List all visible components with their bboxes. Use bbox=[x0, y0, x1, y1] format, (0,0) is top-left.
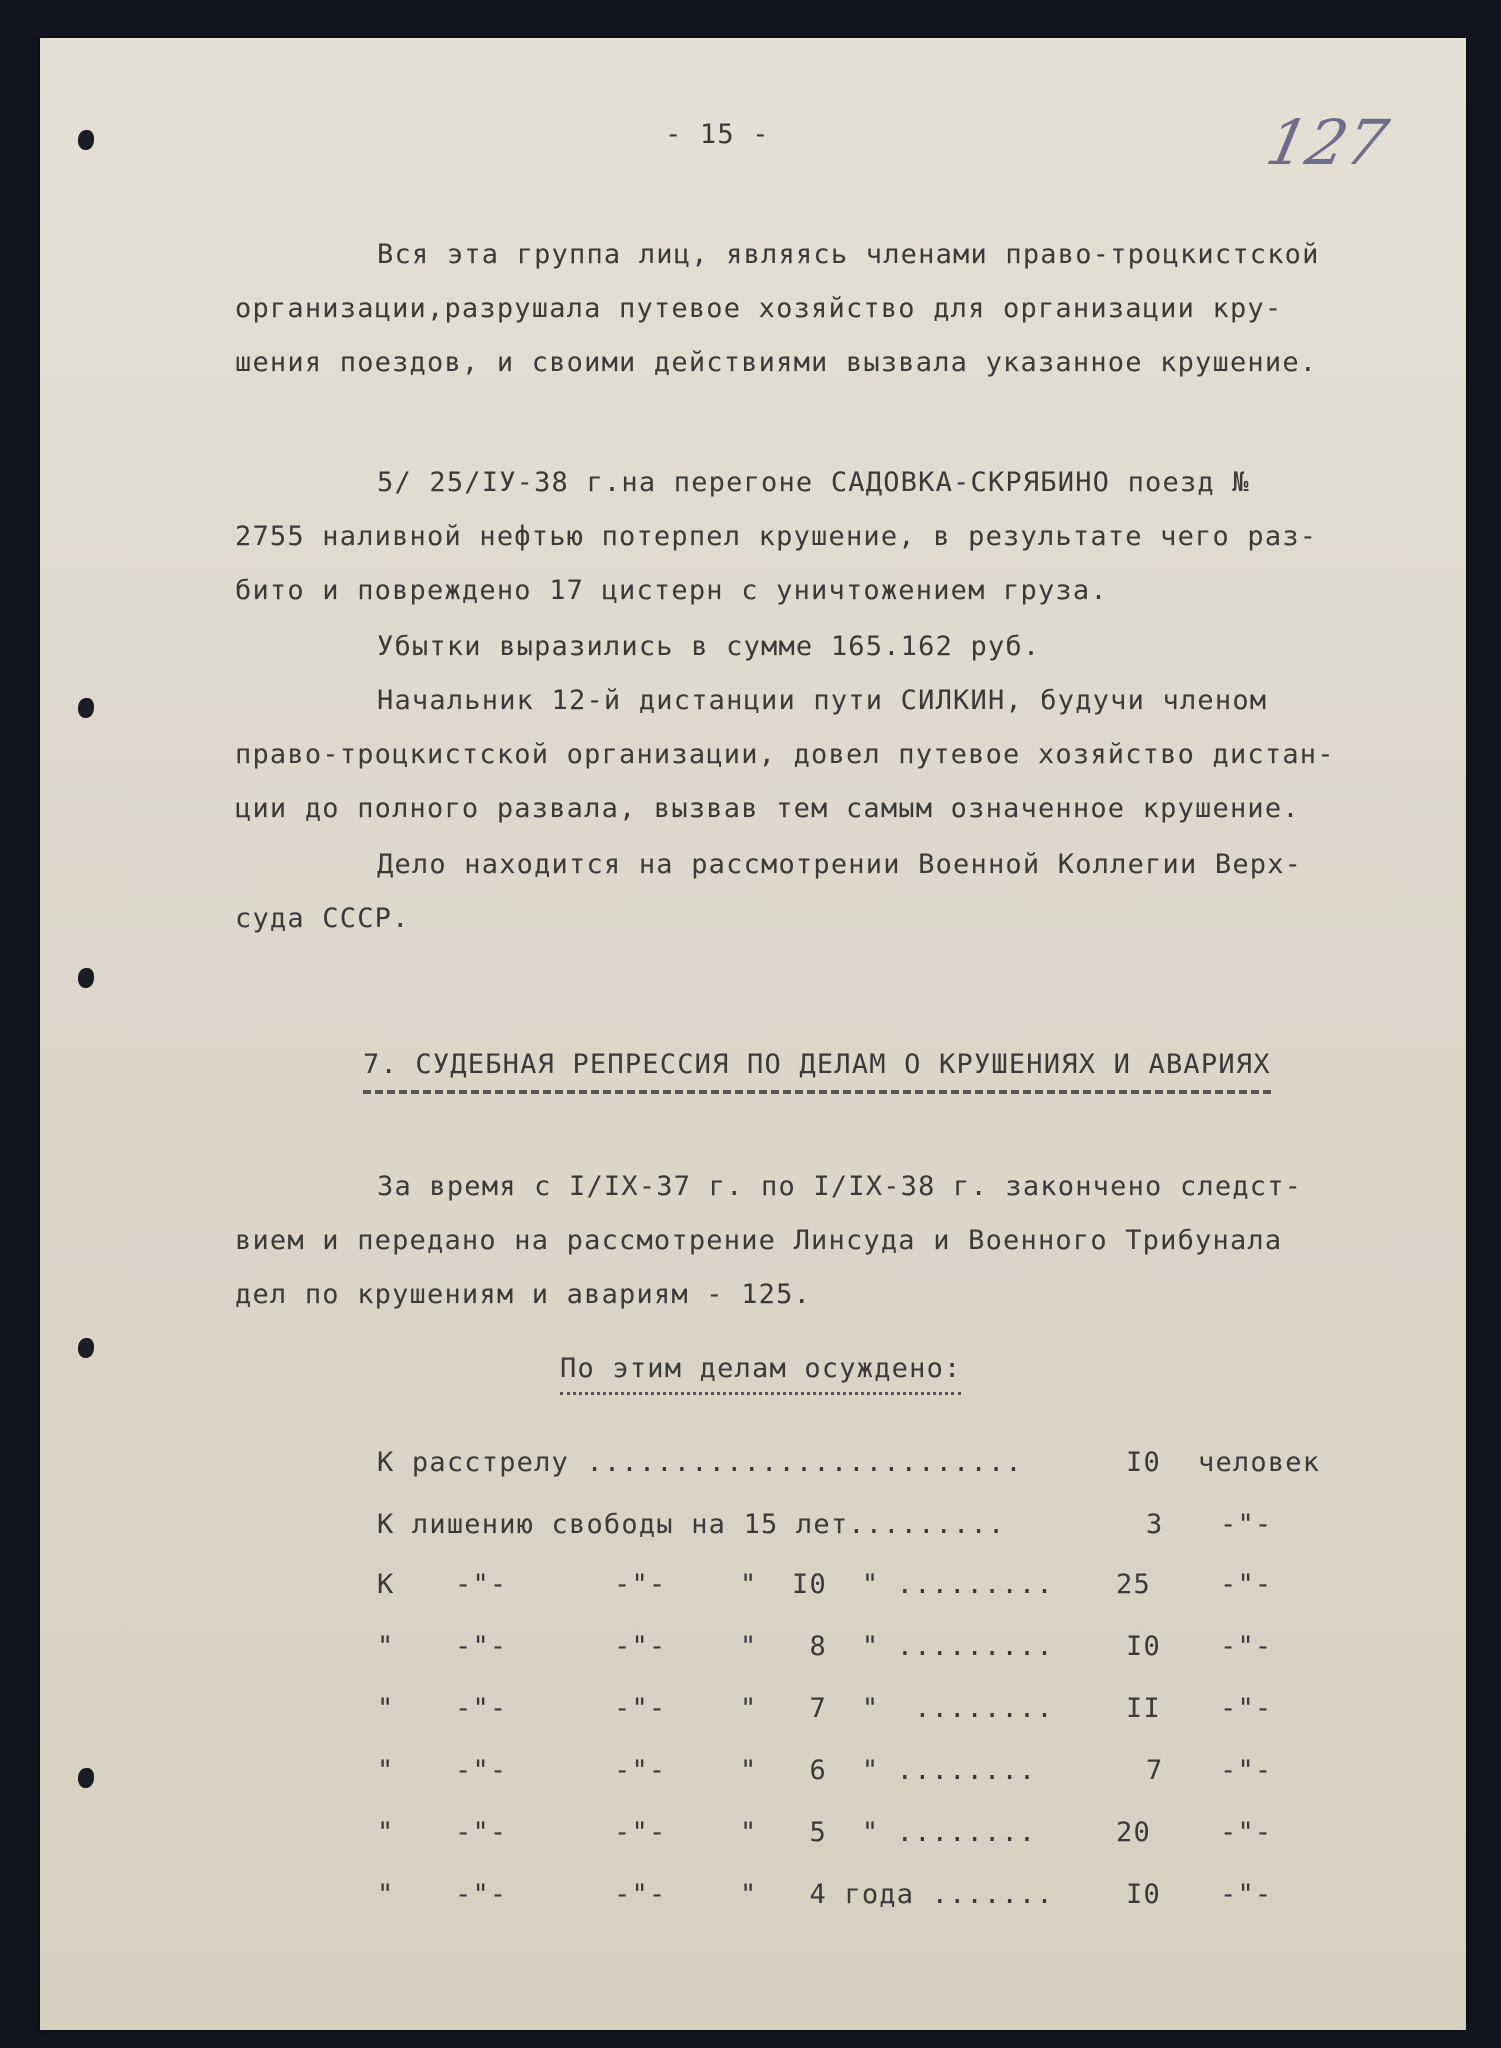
ditto-mark: " bbox=[740, 1631, 758, 1662]
row-label: К лишению свободы на 15 лет......... bbox=[377, 1509, 1006, 1540]
text-line: право-троцкистской организации, довел путевое хозяйство дистан- bbox=[235, 739, 1335, 770]
term-years: 6 " ........ bbox=[792, 1755, 1037, 1786]
section-heading: 7. СУДЕБНАЯ РЕПРЕССИЯ ПО ДЕЛАМ О КРУШЕНИЯХ И АВАРИЯХ bbox=[363, 1048, 1271, 1094]
ditto-mark: " bbox=[740, 1879, 758, 1910]
text-line: Убытки выразились в сумме 165.162 руб. bbox=[377, 631, 1041, 662]
ditto-mark: -"- bbox=[614, 1879, 667, 1910]
ditto-mark: -"- bbox=[614, 1569, 667, 1600]
document-page bbox=[40, 38, 1466, 2030]
page-number: - 15 - bbox=[665, 119, 770, 150]
row-unit: -"- bbox=[1220, 1631, 1273, 1662]
text-line: дел по крушениям и авариям - 125. bbox=[235, 1279, 812, 1310]
row-count: 25 bbox=[1116, 1569, 1151, 1600]
row-count: I0 bbox=[1126, 1447, 1161, 1478]
ditto-mark: " bbox=[740, 1569, 758, 1600]
ditto-mark: " bbox=[740, 1755, 758, 1786]
term-years: 4 года ....... bbox=[792, 1879, 1054, 1910]
row-count: I0 bbox=[1126, 1879, 1161, 1910]
handwritten-archive-number: 127 bbox=[1260, 106, 1395, 179]
row-unit: -"- bbox=[1220, 1755, 1273, 1786]
row-unit: -"- bbox=[1220, 1693, 1273, 1724]
binder-hole bbox=[78, 130, 94, 150]
text-line: организации,разрушала путевое хозяйство для организации кру- bbox=[235, 293, 1283, 324]
text-line: шения поездов, и своими действиями вызвала указанное крушение. bbox=[235, 347, 1318, 378]
ditto-mark: " bbox=[740, 1693, 758, 1724]
row-count: II bbox=[1126, 1693, 1161, 1724]
term-years: 8 " ......... bbox=[792, 1631, 1054, 1662]
ditto-mark: -"- bbox=[614, 1817, 667, 1848]
row-prefix: " bbox=[377, 1631, 395, 1662]
row-prefix: К bbox=[377, 1569, 395, 1600]
text-line: суда СССР. bbox=[235, 903, 410, 934]
text-line: За время с I/IX-37 г. по I/IX-38 г. закончено следст- bbox=[377, 1171, 1303, 1202]
row-count: I0 bbox=[1126, 1631, 1161, 1662]
text-line: бито и повреждено 17 цистерн с уничтожением груза. bbox=[235, 575, 1108, 606]
row-count: 20 bbox=[1116, 1817, 1151, 1848]
row-unit: -"- bbox=[1220, 1569, 1273, 1600]
row-label: К расстрелу ......................... bbox=[377, 1447, 1023, 1478]
ditto-mark: -"- bbox=[455, 1879, 508, 1910]
row-unit: -"- bbox=[1220, 1817, 1273, 1848]
ditto-mark: -"- bbox=[455, 1755, 508, 1786]
ditto-mark: -"- bbox=[614, 1693, 667, 1724]
text-line: Дело находится на рассмотрении Военной Коллегии Верх- bbox=[377, 849, 1303, 880]
row-count: 7 bbox=[1146, 1755, 1164, 1786]
term-years: I0 " ......... bbox=[792, 1569, 1054, 1600]
text-line: Начальник 12-й дистанции пути СИЛКИН, будучи членом bbox=[377, 685, 1268, 716]
row-unit: -"- bbox=[1220, 1879, 1273, 1910]
binder-hole bbox=[78, 1768, 94, 1788]
row-prefix: " bbox=[377, 1693, 395, 1724]
binder-hole bbox=[78, 698, 94, 718]
row-count: 3 bbox=[1146, 1509, 1164, 1540]
ditto-mark: -"- bbox=[455, 1569, 508, 1600]
sentences-heading: По этим делам осуждено: bbox=[560, 1352, 961, 1395]
ditto-mark: -"- bbox=[455, 1631, 508, 1662]
ditto-mark: -"- bbox=[455, 1817, 508, 1848]
ditto-mark: -"- bbox=[614, 1631, 667, 1662]
text-line: ции до полного развала, вызвав тем самым означенное крушение. bbox=[235, 793, 1300, 824]
row-prefix: " bbox=[377, 1879, 395, 1910]
binder-hole bbox=[78, 968, 94, 988]
row-unit: человек bbox=[1198, 1447, 1321, 1478]
row-prefix: " bbox=[377, 1817, 395, 1848]
binder-hole bbox=[78, 1338, 94, 1358]
row-prefix: " bbox=[377, 1755, 395, 1786]
text-line: Вся эта группа лиц, являясь членами право-троцкистской bbox=[377, 239, 1320, 270]
text-line: вием и передано на рассмотрение Линсуда и Военного Трибунала bbox=[235, 1225, 1283, 1256]
text-line: 5/ 25/IУ-38 г.на перегоне САДОВКА-СКРЯБИНО поезд № bbox=[377, 467, 1250, 498]
row-unit: -"- bbox=[1220, 1509, 1273, 1540]
ditto-mark: -"- bbox=[455, 1693, 508, 1724]
ditto-mark: " bbox=[740, 1817, 758, 1848]
ditto-mark: -"- bbox=[614, 1755, 667, 1786]
term-years: 7 " ........ bbox=[792, 1693, 1054, 1724]
term-years: 5 " ........ bbox=[792, 1817, 1037, 1848]
text-line: 2755 наливной нефтью потерпел крушение, в результате чего раз- bbox=[235, 521, 1318, 552]
